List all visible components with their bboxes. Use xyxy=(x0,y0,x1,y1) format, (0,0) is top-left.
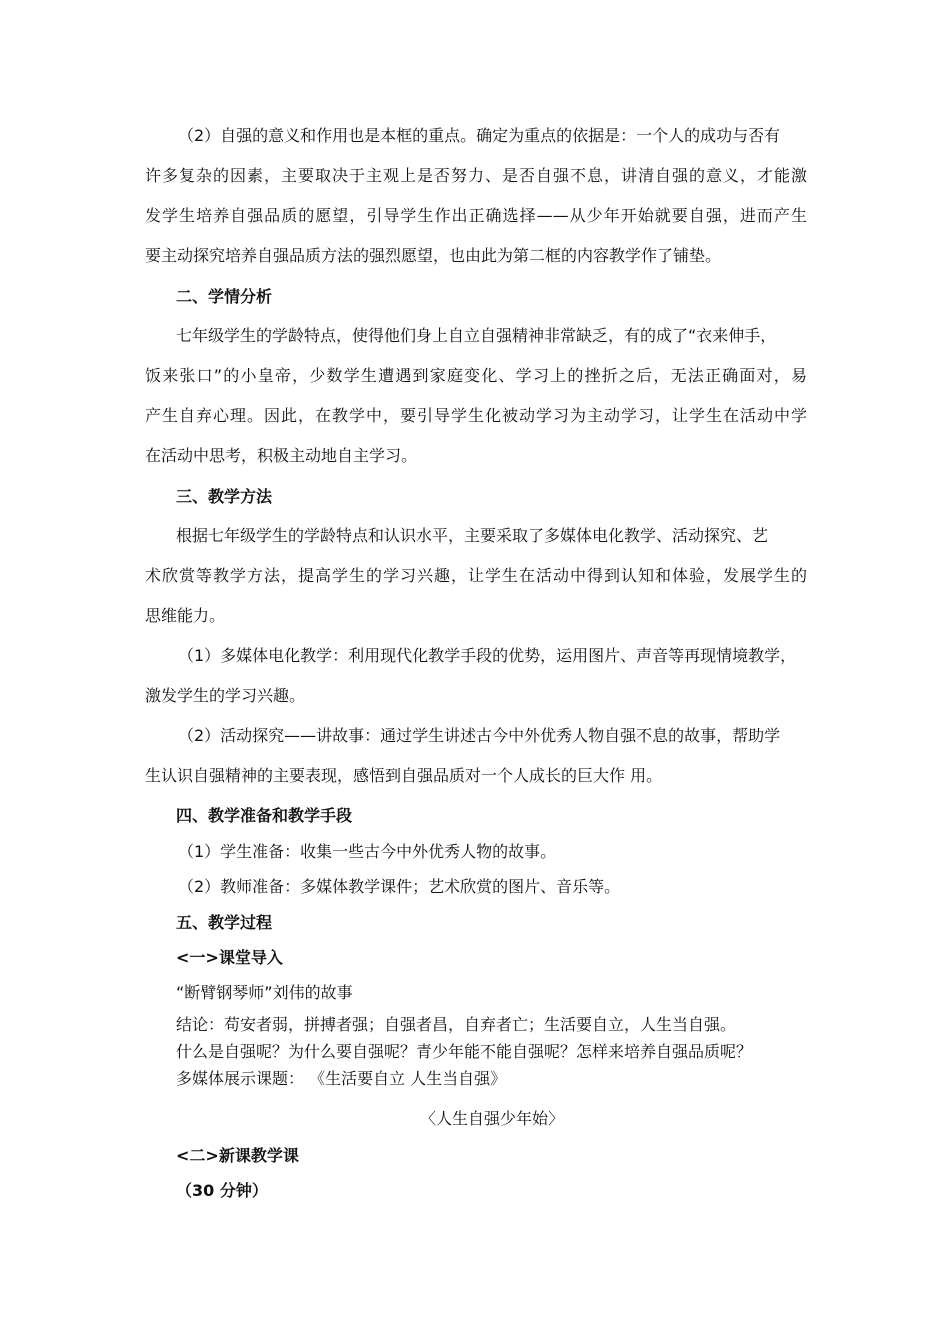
paragraph-line: 多媒体展示课题： 《生活要自立 人生当自强》 xyxy=(176,1069,507,1088)
paragraph-line: （2）活动探究——讲故事：通过学生讲述古今中外优秀人物自强不息的故事，帮助学 xyxy=(178,726,781,745)
paragraph-line: 激发学生的学习兴趣。 xyxy=(145,686,306,705)
paragraph-line: 发学生培养自强品质的愿望，引导学生作出正确选择——从少年开始就要自强，进而产生 xyxy=(145,206,807,225)
paragraph-line: 根据七年级学生的学龄特点和认识水平，主要采取了多媒体电化教学、活动探究、艺 xyxy=(176,526,769,545)
paragraph-line: 术欣赏等教学方法，提高学生的学习兴趣，让学生在活动中得到认知和体验，发展学生的 xyxy=(145,566,807,585)
paragraph-line: 什么是自强呢？为什么要自强呢？青少年能不能自强呢？怎样来培养自强品质呢？ xyxy=(176,1042,753,1061)
list-item: （2）教师准备：多媒体教学课件；艺术欣赏的图片、音乐等。 xyxy=(178,877,621,896)
paragraph-line: 在活动中思考，积极主动地自主学习。 xyxy=(145,446,418,465)
paragraph-line: 结论：苟安者弱，拼搏者强；自强者昌，自弃者亡；生活要自立，人生当自强。 xyxy=(176,1015,737,1034)
section-heading: 二、学情分析 xyxy=(176,287,273,306)
paragraph-line: “断臂钢琴师”刘伟的故事 xyxy=(176,983,353,1002)
paragraph-line: 产生自弃心理。因此，在教学中，要引导学生化被动学习为主动学习，让学生在活动中学 xyxy=(145,406,807,425)
section-heading: 五、教学过程 xyxy=(176,913,273,932)
duration-note: （30 分钟） xyxy=(176,1181,268,1200)
list-item: （1）学生准备：收集一些古今中外优秀人物的故事。 xyxy=(178,842,557,861)
lesson-subtitle: 〈人生自强少年始〉 xyxy=(420,1109,565,1128)
paragraph-line: 饭来张口”的小皇帝，少数学生遭遇到家庭变化、学习上的挫折之后，无法正确面对，易 xyxy=(145,366,807,385)
paragraph-line: （2）自强的意义和作用也是本框的重点。确定为重点的依据是：一个人的成功与否有 xyxy=(178,126,781,145)
paragraph-line: 要主动探究培养自强品质方法的强烈愿望，也由此为第二框的内容教学作了铺垫。 xyxy=(145,246,722,265)
paragraph-line: 生认识自强精神的主要表现，感悟到自强品质对一个人成长的巨大作 用。 xyxy=(145,766,663,785)
subsection-heading: <二>新课教学课 xyxy=(176,1146,299,1165)
subsection-heading: <一>课堂导入 xyxy=(176,948,283,967)
section-heading: 三、教学方法 xyxy=(176,487,273,506)
section-heading: 四、教学准备和教学手段 xyxy=(176,806,353,825)
paragraph-line: 思维能力。 xyxy=(145,606,226,625)
paragraph-line: （1）多媒体电化教学：利用现代化教学手段的优势，运用图片、声音等再现情境教学， xyxy=(178,646,797,665)
paragraph-line: 许多复杂的因素，主要取决于主观上是否努力、是否自强不息，讲清自强的意义，才能激 xyxy=(145,166,807,185)
paragraph-line: 七年级学生的学龄特点，使得他们身上自立自强精神非常缺乏，有的成了“衣来伸手， xyxy=(176,326,777,345)
